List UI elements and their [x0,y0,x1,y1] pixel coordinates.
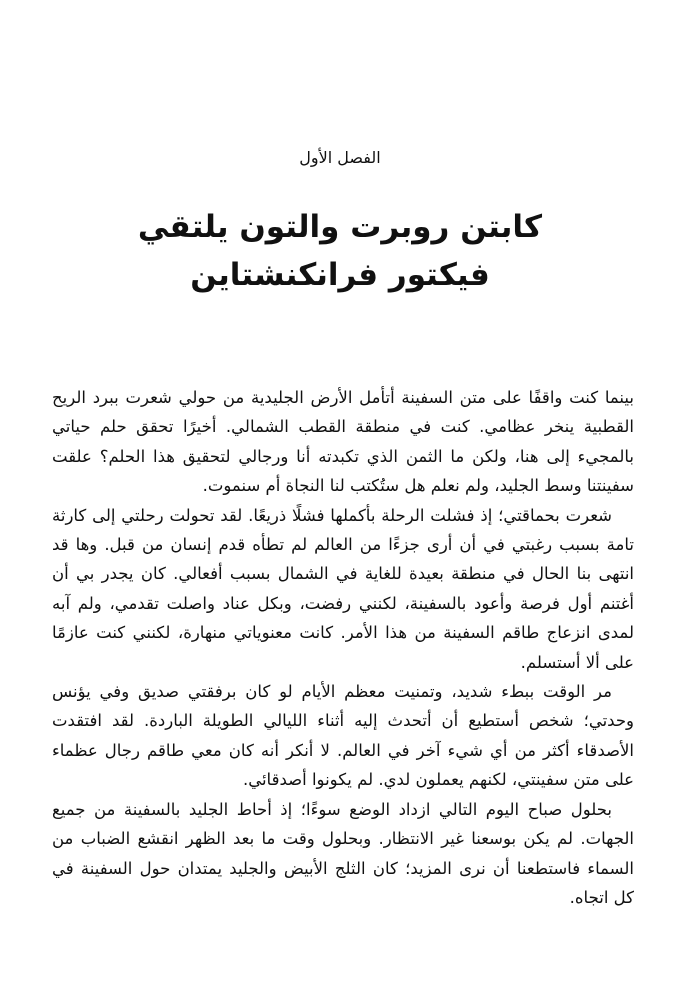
paragraph: بينما كنت واقفًا على متن السفينة أتأمل الأرض الجليدية من حولي شعرت ببرد الريح القطبية ينخر عظامي. كنت في منطقة القطب الشمالي. أخيرًا تحقق حلم حياتي بالمجيء إلى هنا، ولكن ما الثمن الذي تكبدته أنا ورجالي لتحقيق هذا الحلم؟ علقت سفينتنا وسط الجليد، ولم نعلم هل ستُكتب لنا النجاة أم سنموت. [52,388,634,496]
chapter-title-line-1: كابتن روبرت والتون يلتقي [137,209,543,245]
chapter-body [52,383,634,912]
paragraph: مر الوقت ببطء شديد، وتمنيت معظم الأيام لو كان برفقتي صديق وفي يؤنس وحدتي؛ شخص أستطيع أن أتحدث إليه أثناء الليالي الطويلة الباردة. لقد افتقدت الأصدقاء أكثر من أي شيء آخر في العالم. لا أنكر أنه كان معي طاقم رجال عظماء على متن سفينتي، لكنهم يعملون لدي. لم يكونوا أصدقائي. [52,682,634,790]
paragraph: شعرت بحماقتي؛ إذ فشلت الرحلة بأكملها فشلًا ذريعًا. لقد تحولت رحلتي إلى كارثة تامة بسبب رغبتي في أن أرى جزءًا من العالم لم تطأه قدم إنسان من قبل. وها قد انتهى بنا الحال في منطقة بعيدة للغاية في الشمال بسبب أفعالي. كان يجدر بي أن أغتنم أول فرصة وأعود بالسفينة، لكنني رفضت، وبكل عناد واصلت تقدمي، ولم آبه لمدى انزعاج طاقم السفينة من هذا الأمر. كانت معنوياتي منهارة، لكنني كنت عازمًا على ألا أستسلم. [52,505,634,672]
chapter-label: الفصل الأول [299,148,381,167]
chapter-title [60,203,620,299]
paragraph: بحلول صباح اليوم التالي ازداد الوضع سوءًا؛ إذ أحاط الجليد بالسفينة من جميع الجهات. لم يكن بوسعنا غير الانتظار. وبحلول وقت ما بعد الظهر انقشع الضباب من السماء فاستطعنا أن نرى المزيد؛ كان الثلج الأبيض والجليد يمتدان حول السفينة في كل اتجاه. [52,799,634,907]
chapter-title-line-2: فيكتور فرانكنشتاين [190,257,490,293]
